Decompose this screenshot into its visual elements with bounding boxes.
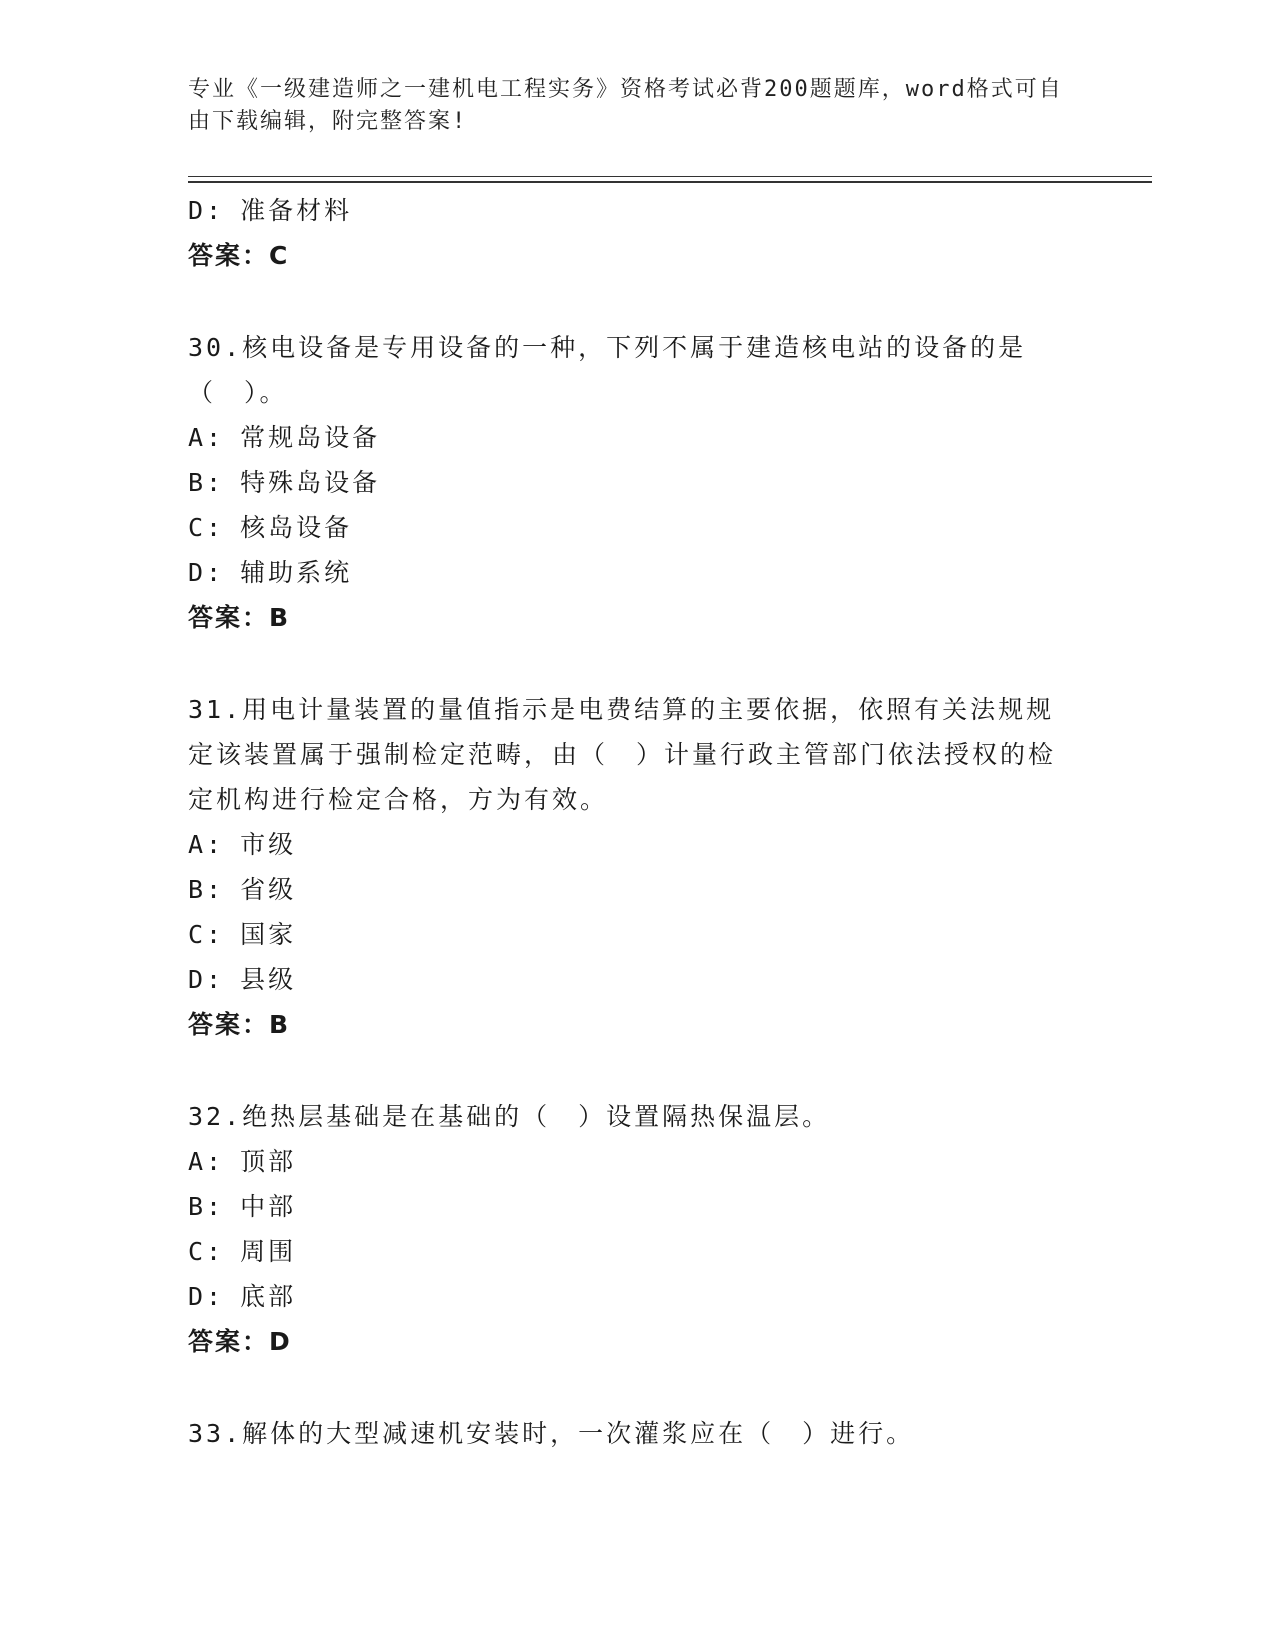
option-item (188, 1229, 1088, 1274)
page-header: 专业《一级建造师之一建机电工程实务》资格考试必背200题题库，word格式可自由下载编辑，附完整答案! (188, 77, 1063, 134)
option-label: D: (188, 196, 225, 225)
option-item (188, 460, 1088, 505)
option-text: 国家 (240, 920, 297, 949)
question-list (188, 188, 1088, 1456)
option-label: B: (188, 875, 225, 904)
header-divider-thick (188, 181, 1152, 183)
option-label: D: (188, 965, 225, 994)
answer-line: 答案：C (188, 241, 290, 270)
option-label: C: (188, 513, 225, 542)
header-divider-thin (188, 176, 1152, 177)
option-item (188, 505, 1088, 550)
option-text: 核岛设备 (240, 513, 353, 542)
option-item (188, 867, 1088, 912)
option-text: 准备材料 (240, 196, 353, 225)
option-item (188, 188, 1088, 233)
question-text: 32.绝热层基础是在基础的（ ）设置隔热保温层。 (188, 1102, 831, 1131)
question-text: 30.核电设备是专用设备的一种，下列不属于建造核电站的设备的是（ ）。 (188, 333, 1027, 407)
option-item (188, 550, 1088, 595)
option-item (188, 415, 1088, 460)
option-text: 省级 (240, 875, 297, 904)
option-item (188, 822, 1088, 867)
option-label: C: (188, 1237, 225, 1266)
option-text: 市级 (240, 830, 297, 859)
option-label: B: (188, 468, 225, 497)
option-label: A: (188, 1147, 225, 1176)
question-text: 33.解体的大型减速机安装时，一次灌浆应在（ ）进行。 (188, 1419, 915, 1448)
option-text: 辅助系统 (240, 558, 353, 587)
option-text: 常规岛设备 (240, 423, 381, 452)
option-label: C: (188, 920, 225, 949)
option-item (188, 912, 1088, 957)
answer-line: 答案：D (188, 1327, 292, 1356)
option-text: 县级 (240, 965, 297, 994)
option-item (188, 1274, 1088, 1319)
option-text: 中部 (240, 1192, 297, 1221)
option-item (188, 1139, 1088, 1184)
answer-line: 答案：B (188, 603, 291, 632)
question-text: 31.用电计量装置的量值指示是电费结算的主要依据，依照有关法规规定该装置属于强制检定范畴，由（ ）计量行政主管部门依法授权的检定机构进行检定合格，方为有效。 (188, 695, 1057, 814)
option-text: 顶部 (240, 1147, 297, 1176)
option-label: D: (188, 558, 225, 587)
option-label: B: (188, 1192, 225, 1221)
option-label: D: (188, 1282, 225, 1311)
option-label: A: (188, 830, 225, 859)
option-text: 底部 (240, 1282, 297, 1311)
option-label: A: (188, 423, 225, 452)
answer-line: 答案：B (188, 1010, 291, 1039)
option-text: 周围 (240, 1237, 297, 1266)
option-text: 特殊岛设备 (240, 468, 381, 497)
option-item (188, 957, 1088, 1002)
option-item (188, 1184, 1088, 1229)
